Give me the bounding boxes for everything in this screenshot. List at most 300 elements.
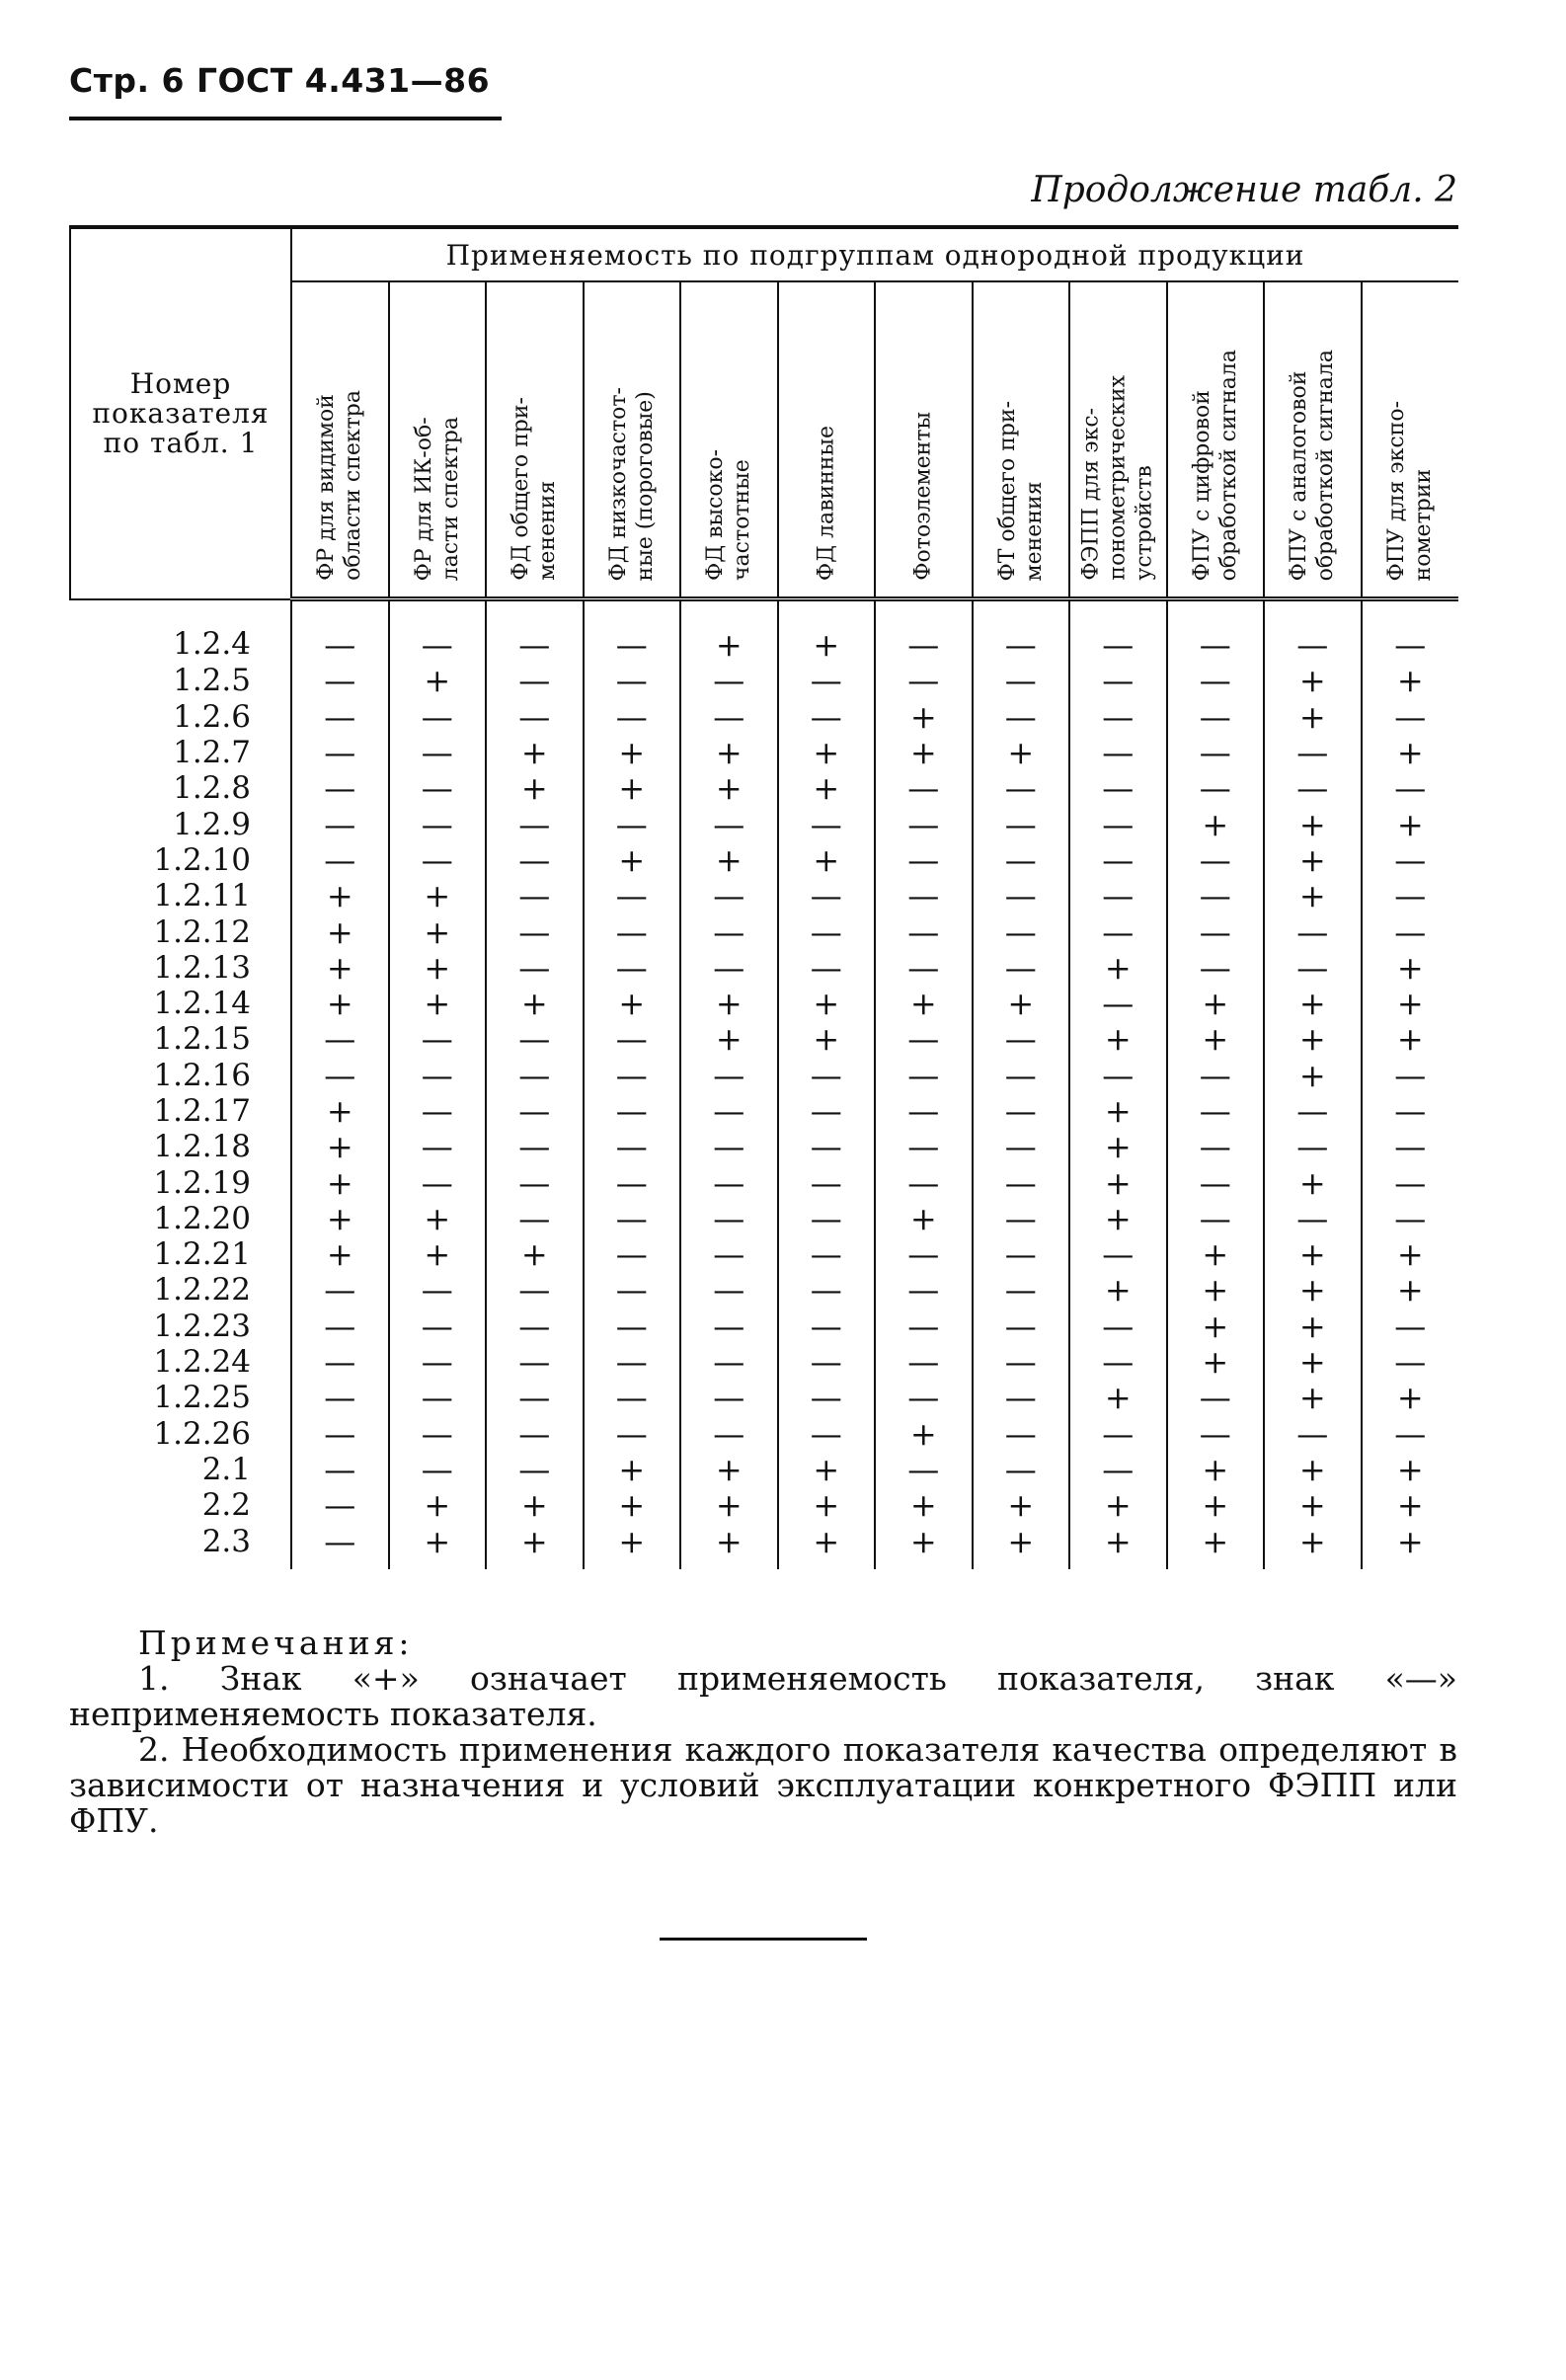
row-label: 1.2.7: [173, 735, 251, 771]
table-cell: —: [389, 1344, 487, 1380]
table-cell: +: [291, 913, 389, 949]
table-cell: —: [875, 1164, 973, 1200]
table-cell: —: [973, 1164, 1070, 1200]
table-cell: —: [973, 1021, 1070, 1057]
table-cell: +: [1069, 1487, 1167, 1523]
row-label: 1.2.24: [153, 1344, 251, 1381]
table-cell: +: [973, 986, 1070, 1021]
table-cell: —: [486, 1129, 584, 1164]
table-cell: +: [291, 1236, 389, 1272]
table-cell: —: [584, 1201, 681, 1236]
table-cell: —: [486, 1309, 584, 1344]
table-cell: —: [486, 1058, 584, 1093]
table-cell: —: [389, 699, 487, 735]
table-cell: —: [389, 599, 487, 664]
table-cell: —: [1167, 599, 1265, 664]
row-label: 1.2.20: [153, 1200, 251, 1236]
table-cell: —: [1362, 699, 1459, 735]
table-cell: +: [1167, 1523, 1265, 1568]
table-row: [70, 1487, 1458, 1523]
table-cell: —: [389, 735, 487, 770]
table-cell: —: [680, 699, 778, 735]
table-cell: +: [389, 878, 487, 913]
column-header: [680, 281, 778, 599]
table-cell: —: [680, 1416, 778, 1452]
table-cell: —: [1069, 770, 1167, 806]
table-cell: +: [778, 599, 876, 664]
table-cell: —: [291, 599, 389, 664]
table-cell: —: [1264, 1093, 1362, 1129]
table-cell: +: [973, 735, 1070, 770]
table-cell: —: [1362, 1344, 1459, 1380]
table-cell: —: [778, 1309, 876, 1344]
table-cell: +: [1167, 1344, 1265, 1380]
table-cell: —: [875, 770, 973, 806]
table-cell: —: [584, 1093, 681, 1129]
table-cell: —: [584, 1344, 681, 1380]
table-cell: —: [778, 950, 876, 986]
table-cell: —: [680, 1093, 778, 1129]
table-row: [70, 1380, 1458, 1415]
table-cell: —: [680, 1201, 778, 1236]
table-cell: +: [1264, 1021, 1362, 1057]
table-cell: +: [1362, 1272, 1459, 1308]
table-cell: —: [1069, 842, 1167, 878]
table-cell: +: [778, 1523, 876, 1568]
corner-header: Номер показателя по табл. 1: [70, 227, 291, 599]
column-header: [389, 281, 487, 599]
table-cell: +: [1167, 1309, 1265, 1344]
table-cell: +: [1069, 1272, 1167, 1308]
column-header-label: ФЭПП для экс- понометрических устройств: [1078, 375, 1157, 581]
table-cell: —: [680, 1164, 778, 1200]
table-cell: +: [1264, 1523, 1362, 1568]
table-cell: —: [875, 1236, 973, 1272]
table-cell: —: [486, 1201, 584, 1236]
column-header-label: ФД лавинные: [814, 425, 839, 581]
table-cell: +: [778, 1452, 876, 1487]
row-label: 1.2.23: [153, 1308, 251, 1344]
table-cell: —: [778, 1164, 876, 1200]
table-row: [70, 1452, 1458, 1487]
table-cell: —: [875, 1058, 973, 1093]
table-cell: —: [875, 950, 973, 986]
table-cell: —: [1167, 1058, 1265, 1093]
table-row: [70, 842, 1458, 878]
table-cell: —: [875, 1093, 973, 1129]
table-cell: +: [1264, 1058, 1362, 1093]
table-cell: —: [291, 1058, 389, 1093]
table-cell: +: [1362, 735, 1459, 770]
table-cell: —: [486, 1164, 584, 1200]
table-cell: —: [680, 1344, 778, 1380]
table-cell: +: [584, 986, 681, 1021]
table-cell: +: [1264, 1380, 1362, 1415]
table-cell: —: [486, 1416, 584, 1452]
table-cell: —: [680, 1058, 778, 1093]
table-cell: —: [875, 913, 973, 949]
column-header-label: ФД низкочастот- ные (пороговые): [605, 386, 658, 581]
table-cell: —: [291, 842, 389, 878]
table-cell: +: [486, 770, 584, 806]
table-cell: —: [1167, 1129, 1265, 1164]
table-cell: —: [486, 1021, 584, 1057]
table-cell: —: [973, 1129, 1070, 1164]
table-cell: —: [1167, 663, 1265, 698]
table-cell: —: [1069, 1416, 1167, 1452]
table-cell: —: [486, 913, 584, 949]
table-cell: —: [1167, 735, 1265, 770]
table-cell: —: [680, 806, 778, 841]
table-cell: —: [1069, 986, 1167, 1021]
table-cell: +: [389, 913, 487, 949]
table-cell: —: [486, 1344, 584, 1380]
row-label: 1.2.16: [153, 1057, 251, 1093]
table-cell: —: [778, 1344, 876, 1380]
table-row: [70, 1021, 1458, 1057]
table-cell: +: [875, 1416, 973, 1452]
table-body: [70, 599, 1458, 1569]
table-cell: —: [291, 806, 389, 841]
table-cell: —: [778, 913, 876, 949]
table-cell: —: [389, 1058, 487, 1093]
table-cell: —: [875, 806, 973, 841]
table-row: [70, 1164, 1458, 1200]
table-cell: —: [291, 1487, 389, 1523]
group-header: Применяемость по подгруппам однородной продукции: [291, 227, 1458, 281]
table-cell: —: [486, 950, 584, 986]
applicability-table-wrap: [69, 225, 1457, 1569]
table-cell: +: [680, 1487, 778, 1523]
table-cell: +: [291, 1093, 389, 1129]
table-cell: +: [291, 1164, 389, 1200]
table-cell: —: [875, 1344, 973, 1380]
table-cell: —: [973, 770, 1070, 806]
table-cell: —: [1167, 913, 1265, 949]
table-cell: —: [584, 1021, 681, 1057]
table-cell: —: [584, 1129, 681, 1164]
table-cell: —: [291, 770, 389, 806]
table-cell: +: [1362, 986, 1459, 1021]
table-cell: +: [680, 1523, 778, 1568]
notes: [69, 1626, 1457, 1839]
table-cell: —: [1069, 1452, 1167, 1487]
table-cell: —: [973, 950, 1070, 986]
table-cell: +: [1167, 1487, 1265, 1523]
table-cell: —: [584, 950, 681, 986]
table-cell: +: [875, 1201, 973, 1236]
table-cell: —: [291, 1452, 389, 1487]
table-cell: +: [778, 1487, 876, 1523]
table-cell: —: [973, 878, 1070, 913]
table-cell: —: [680, 950, 778, 986]
table-cell: +: [291, 878, 389, 913]
table-cell: —: [1069, 1309, 1167, 1344]
table-cell: —: [875, 878, 973, 913]
table-cell: —: [584, 1380, 681, 1415]
table-cell: +: [1167, 1236, 1265, 1272]
table-cell: —: [1264, 1129, 1362, 1164]
table-cell: +: [584, 735, 681, 770]
table-cell: +: [778, 770, 876, 806]
row-label: 1.2.26: [153, 1415, 251, 1452]
table-cell: —: [291, 1523, 389, 1568]
row-label: 1.2.10: [153, 841, 251, 878]
column-header-label: ФПУ с цифровой обработкой сигнала: [1189, 349, 1241, 581]
column-header-label: ФД общего при- менения: [509, 397, 561, 581]
table-cell: +: [973, 1487, 1070, 1523]
table-cell: +: [778, 986, 876, 1021]
table-cell: —: [1264, 1416, 1362, 1452]
table-cell: +: [1264, 1487, 1362, 1523]
row-label: 2.3: [201, 1523, 251, 1559]
table-row: [70, 599, 1458, 664]
row-label: 1.2.5: [173, 663, 251, 699]
table-cell: —: [1264, 950, 1362, 986]
row-label: 1.2.15: [153, 1021, 251, 1058]
table-row: [70, 1344, 1458, 1380]
table-cell: +: [1264, 842, 1362, 878]
table-cell: +: [1167, 1452, 1265, 1487]
table-cell: +: [973, 1523, 1070, 1568]
table-cell: +: [389, 986, 487, 1021]
table-cell: —: [1362, 1093, 1459, 1129]
table-cell: +: [1264, 1236, 1362, 1272]
column-header-label: ФР для видимой области спектра: [314, 390, 366, 581]
table-cell: —: [973, 1058, 1070, 1093]
table-cell: —: [389, 842, 487, 878]
table-row: [70, 1058, 1458, 1093]
table-cell: —: [1167, 770, 1265, 806]
table-cell: +: [778, 842, 876, 878]
row-label: 1.2.9: [173, 806, 251, 842]
table-cell: —: [1167, 1416, 1265, 1452]
row-label: 1.2.18: [153, 1129, 251, 1165]
note-item: 1. Знак «+» означает применяемость показателя, знак «—» неприменяемость показателя.: [69, 1659, 1457, 1733]
table-cell: +: [1167, 806, 1265, 841]
table-cell: +: [1362, 1487, 1459, 1523]
table-cell: —: [584, 1164, 681, 1200]
table-cell: —: [875, 1272, 973, 1308]
table-cell: —: [1069, 878, 1167, 913]
table-cell: —: [875, 842, 973, 878]
table-cell: +: [389, 1487, 487, 1523]
table-cell: —: [973, 1309, 1070, 1344]
table-row: [70, 1201, 1458, 1236]
table-cell: +: [1264, 986, 1362, 1021]
table-cell: +: [389, 1523, 487, 1568]
table-cell: +: [1069, 1093, 1167, 1129]
table-cell: —: [680, 878, 778, 913]
table-row: [70, 1236, 1458, 1272]
table-cell: —: [973, 1272, 1070, 1308]
table-cell: +: [1362, 1380, 1459, 1415]
table-cell: +: [584, 1487, 681, 1523]
table-cell: +: [680, 735, 778, 770]
table-cell: —: [291, 1272, 389, 1308]
table-cell: —: [875, 1309, 973, 1344]
table-cell: +: [1069, 950, 1167, 986]
table-row: [70, 913, 1458, 949]
table-cell: —: [584, 1058, 681, 1093]
column-header: [778, 281, 876, 599]
notes-title: Примечания:: [138, 1624, 414, 1662]
table-cell: —: [1264, 1201, 1362, 1236]
table-row: [70, 699, 1458, 735]
table-cell: —: [1167, 1201, 1265, 1236]
column-header: [584, 281, 681, 599]
table-cell: —: [389, 1021, 487, 1057]
table-cell: —: [1362, 1416, 1459, 1452]
row-label: 1.2.8: [173, 770, 251, 807]
table-cell: —: [680, 1309, 778, 1344]
table-cell: —: [680, 1129, 778, 1164]
column-header-label: ФТ общего при- менения: [994, 400, 1047, 581]
table-cell: —: [486, 806, 584, 841]
table-cell: —: [486, 1272, 584, 1308]
table-cell: +: [1362, 1452, 1459, 1487]
table-cell: —: [973, 1416, 1070, 1452]
table-cell: —: [486, 1452, 584, 1487]
column-header-label: ФД высоко- частотные: [703, 448, 755, 581]
column-header-label: ФПУ для экспо- нометрии: [1384, 400, 1437, 581]
table-cell: +: [680, 986, 778, 1021]
table-cell: —: [778, 1416, 876, 1452]
table-cell: —: [584, 806, 681, 841]
table-row: [70, 663, 1458, 698]
table-cell: —: [389, 770, 487, 806]
table-cell: +: [1167, 1021, 1265, 1057]
table-cell: —: [973, 806, 1070, 841]
row-label: 1.2.17: [153, 1093, 251, 1129]
table-cell: +: [1167, 1272, 1265, 1308]
table-cell: —: [778, 663, 876, 698]
row-label: 2.1: [201, 1451, 251, 1487]
table-cell: +: [1069, 1164, 1167, 1200]
table-cell: —: [1362, 1058, 1459, 1093]
table-cell: +: [389, 1236, 487, 1272]
table-cell: —: [584, 913, 681, 949]
table-cell: —: [973, 599, 1070, 664]
column-header: [1069, 281, 1167, 599]
table-cell: —: [1069, 913, 1167, 949]
table-cell: —: [778, 1093, 876, 1129]
table-cell: +: [1264, 699, 1362, 735]
table-row: [70, 878, 1458, 913]
column-header: [875, 281, 973, 599]
table-cell: —: [1069, 806, 1167, 841]
table-cell: —: [973, 699, 1070, 735]
table-cell: —: [584, 1236, 681, 1272]
table-cell: +: [1069, 1380, 1167, 1415]
table-cell: +: [291, 950, 389, 986]
table-cell: —: [778, 1129, 876, 1164]
table-cell: —: [389, 1452, 487, 1487]
table-cell: —: [680, 1272, 778, 1308]
table-cell: —: [1167, 1093, 1265, 1129]
table-cell: —: [1069, 663, 1167, 698]
table-row: [70, 1523, 1458, 1568]
row-label: 2.2: [201, 1487, 251, 1524]
table-cell: —: [680, 913, 778, 949]
table-cell: —: [1362, 842, 1459, 878]
table-row: [70, 1309, 1458, 1344]
table-cell: —: [486, 842, 584, 878]
table-cell: —: [1362, 878, 1459, 913]
table-cell: —: [389, 1272, 487, 1308]
table-cell: —: [1264, 913, 1362, 949]
table-cell: —: [389, 1416, 487, 1452]
table-row: [70, 950, 1458, 986]
table-cell: +: [1264, 1344, 1362, 1380]
table-cell: —: [973, 842, 1070, 878]
table-cell: —: [291, 1380, 389, 1415]
table-cell: —: [875, 1380, 973, 1415]
table-cell: —: [486, 1093, 584, 1129]
table-cell: —: [486, 878, 584, 913]
table-cell: +: [1264, 663, 1362, 698]
table-cell: +: [1362, 1236, 1459, 1272]
table-row: [70, 806, 1458, 841]
column-header-label: ФПУ с аналоговой обработкой сигнала: [1287, 349, 1339, 581]
table-cell: —: [291, 1021, 389, 1057]
table-cell: —: [1362, 1129, 1459, 1164]
row-label: 1.2.19: [153, 1164, 251, 1201]
row-label: 1.2.25: [153, 1380, 251, 1416]
table-cell: —: [389, 1380, 487, 1415]
table-cell: —: [1362, 770, 1459, 806]
table-cell: —: [584, 1272, 681, 1308]
table-cell: —: [875, 1452, 973, 1487]
table-cell: —: [1069, 1236, 1167, 1272]
table-cell: +: [389, 1201, 487, 1236]
table-cell: —: [584, 599, 681, 664]
table-cell: +: [1264, 1452, 1362, 1487]
table-cell: —: [973, 1380, 1070, 1415]
table-cell: +: [486, 735, 584, 770]
table-cell: +: [680, 1452, 778, 1487]
column-header: [291, 281, 389, 599]
table-cell: —: [778, 1236, 876, 1272]
table-cell: +: [875, 1523, 973, 1568]
table-cell: —: [778, 1272, 876, 1308]
column-header: [1264, 281, 1362, 599]
table-cell: —: [486, 663, 584, 698]
table-cell: —: [1069, 1058, 1167, 1093]
table-cell: —: [486, 699, 584, 735]
table-cell: +: [486, 986, 584, 1021]
row-label: 1.2.22: [153, 1272, 251, 1309]
table-cell: +: [584, 770, 681, 806]
table-cell: —: [778, 1380, 876, 1415]
table-cell: +: [875, 986, 973, 1021]
table-cell: —: [680, 1236, 778, 1272]
table-cell: +: [875, 735, 973, 770]
table-cell: —: [778, 806, 876, 841]
table-cell: —: [973, 1452, 1070, 1487]
table-cell: —: [1167, 842, 1265, 878]
table-cell: +: [1362, 663, 1459, 698]
table-cell: +: [389, 950, 487, 986]
table-cell: +: [1362, 806, 1459, 841]
table-cell: —: [875, 599, 973, 664]
table-cell: —: [1264, 770, 1362, 806]
table-cell: +: [1362, 1021, 1459, 1057]
end-rule: [660, 1938, 867, 1941]
table-cell: —: [1362, 1164, 1459, 1200]
table-cell: +: [680, 842, 778, 878]
header-rule: [69, 117, 502, 120]
